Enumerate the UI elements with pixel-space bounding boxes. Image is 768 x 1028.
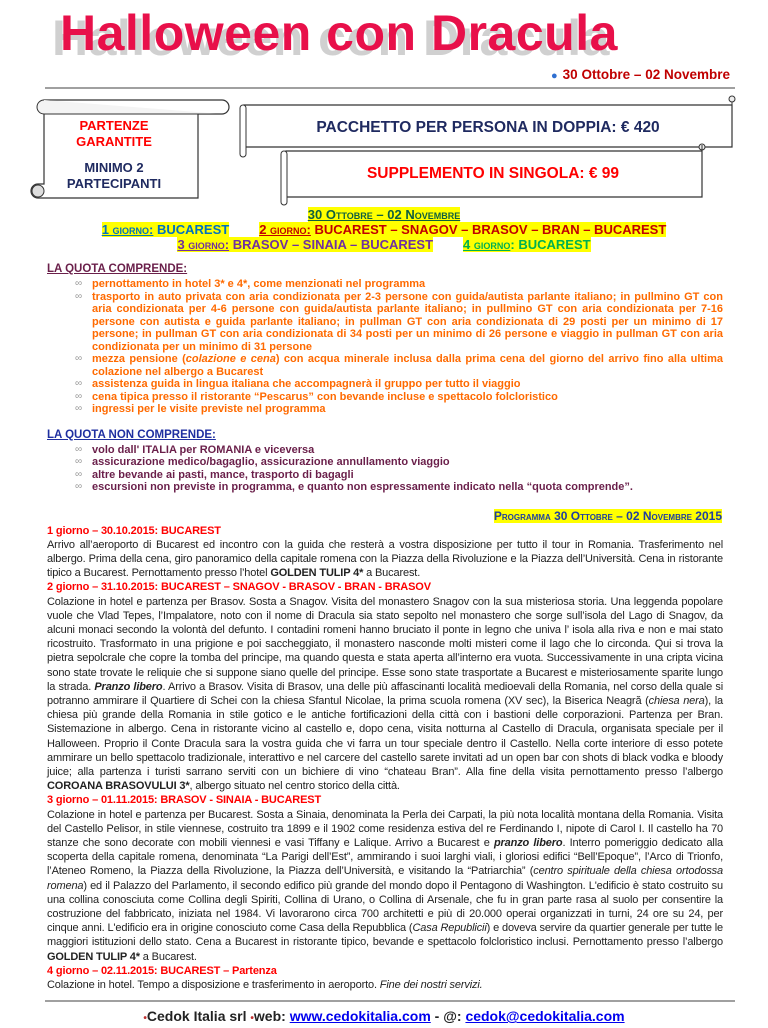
day2-places: BUCAREST – SNAGOV – BRASOV – BRAN – BUCAREST [310, 222, 667, 237]
supplement-scroll-box [278, 145, 708, 205]
list-item [75, 291, 723, 354]
program-title: Programma 30 Ottobre – 02 Novembre 2015 [493, 508, 722, 523]
list-item [75, 469, 723, 482]
guarantee-scroll-box [30, 98, 227, 204]
email-link[interactable]: cedok@cedokitalia.com [465, 1008, 625, 1025]
list-item [75, 403, 723, 416]
route-dates [0, 207, 768, 222]
day1-places: BUCAREST [153, 222, 230, 237]
text-segment: pranzo libero [493, 836, 563, 849]
infinity-bullet-icon: ∞ [75, 443, 83, 455]
date-text: 30 Ottobre – 02 Novembre [562, 67, 730, 82]
price-scroll-box [236, 95, 740, 151]
text-segment: assistenza guida in lingua italiana che accompagnerà il gruppo per tutto il viaggio [92, 378, 521, 390]
text-segment: Pranzo libero [94, 680, 163, 693]
list-item [75, 444, 723, 457]
route-line-1 [0, 222, 768, 237]
day-title: 3 giorno – 01.11.2015: BRASOV - SINAIA - BUCAREST [47, 794, 322, 807]
email-label: - @: [430, 1008, 466, 1025]
list-item [75, 481, 723, 494]
text-segment: . Arrivo a Brasov. Visita di Brasov, una delle più affascinanti località medioevali della Romania, nel corso della quale si potranno ammirare il Quartiere di Schei con la chiesa Sfantul Nicolae, la prima scuola romena (XV sec), la Biserica Neagră ( [47, 680, 723, 707]
text-segment: centro spirituale della chiesa ortodossa romena [47, 865, 723, 892]
text-segment: Colazione in hotel e partenza per Brasov. Sosta a Snagov. Visita del monastero Snagov con la sua misteriosa storia. Una leggenda popolare vuole che Vlad Tepes, l’Impalatore, noto con il nome di Dracula sia stato sepolto nel monastero che sorge sull’isola del Lago di Snagov, da alcuni monaci secondo la volontà del defunto. I contadini romeni hanno bruciato il ponte in legno che univa l’ isola alla riva e non e mai stato ricostruito. Trasformato in una prigione e poi saccheggiato, il monastero nasconde molti misteri come il lago che lo circonda. Qui si trova la pietra sepolcrale che copre la tomba del principe, ma quando questa e stata aperta all’interno era vuota. Successivamente in una cripta vicina sono state trovate le reliquie che si suppone siano quelle del principe. Esse sono state trasportate a Bucarest e misteriosamente sparite lungo la strada. [47, 595, 723, 693]
text-segment: pernottamento in hotel 3* e 4*, come menzionati nel programma [92, 278, 426, 290]
infinity-bullet-icon: ∞ [75, 403, 83, 414]
text-segment: ) con acqua minerale inclusa dalla prima cena del giorno del arrivo fino alla ultima colazione nel albergo a Bucarest [92, 353, 723, 378]
includes-list [75, 278, 723, 416]
website-link[interactable]: www.cedokitalia.com [289, 1008, 431, 1025]
text-segment: Colazione in hotel e partenza per Bucarest. Sosta a Sinaia, denominata la Perla dei Carpati, la più nota località montana della Romania. Visita del Castello Pelisor, in stile viennese, costruito tra 1899 e il 1902 come residenza estiva del re Ferdinando I, nipote di Carol I. Il castello ha 70 stanze che sono decorate con mobili viennesi e vasi Tiffany e Lalique. Arrivo a Bucarest e [47, 808, 723, 849]
program-days [47, 524, 723, 993]
infinity-bullet-icon: ∞ [75, 456, 83, 467]
day3-places: BRASOV – SINAIA – BUCAREST [229, 237, 434, 252]
document-title [60, 4, 740, 64]
text-segment: altre bevande ai pasti, mance, trasporto di bagagli [92, 468, 354, 481]
label-partecipanti: PARTECIPANTI [66, 176, 162, 191]
excludes-list [75, 444, 723, 494]
infinity-bullet-icon: ∞ [75, 390, 83, 402]
text-segment: colazione e cena [185, 353, 276, 365]
text-segment: ingressi per le visite previste nel programma [92, 403, 326, 415]
text-segment: . Interro pomeriggio dedicato alla scoperta della capitale romena, denominata “La Parigi dell’Est”, ammirando i suoi larghi viali, i gloriosi edifici “Bell’Epoque”, l’Arco di Trionfo, l’Ateneo Romeno, la Piazza della Rivoluzione, la Piazza dell’Università, e visitando la “Patriarchia” ( [47, 836, 723, 878]
day-title: 1 giorno – 30.10.2015: BUCAREST [47, 524, 221, 537]
bullet-icon: ● [551, 70, 558, 82]
day3-label: 3 giorno: [177, 237, 230, 252]
text-segment: a Bucarest. [363, 567, 421, 580]
label-partenze: PARTENZE [79, 118, 149, 133]
text-segment: COROANA BRASOVULUI 3* [47, 780, 190, 793]
day4-label: 4 giorno [463, 237, 511, 252]
text-segment: cena tipica presso il ristorante “Pescarus” con bevande incluse e spettacolo folcloristico [92, 390, 558, 403]
list-item [75, 353, 723, 378]
excludes-title: LA QUOTA NON COMPRENDE: [47, 428, 216, 441]
footer-divider [45, 1000, 735, 1002]
program-title-row [0, 508, 722, 524]
text-segment: GOLDEN TULIP 4* [47, 950, 140, 963]
infinity-bullet-icon: ∞ [75, 481, 83, 492]
infinity-bullet-icon: ∞ [75, 378, 83, 389]
content-flow [0, 207, 768, 1028]
infinity-bullet-icon: ∞ [75, 290, 83, 302]
list-item [75, 278, 723, 291]
text-segment: chiesa nera [648, 694, 705, 707]
day-description [47, 595, 723, 794]
text-segment: Casa Republicii [412, 922, 487, 935]
text-segment: assicurazione medico/bagaglio, assicurazione annullamento viaggio [92, 456, 450, 468]
day2-label: 2 giorno: [259, 222, 311, 237]
label-garantite: GARANTITE [76, 134, 152, 149]
text-segment: trasporto in auto privata con aria condizionata per 2-3 persone con guida/autista parlante italiano; in pullmino GT con aria condizionata per 4-6 persone con guida/autista parlante italiano; in pullmino GT con aria condizionata per 7-16 persone con autista e guida parlante italiano; in pullman GT con aria condizionata di 29 posti per un minimo di 17 persone; in pullman GT con aria condizionata di 34 posti per un minimo di 26 persone e viaggio in pullman GT con aria condizionata per un minimo di 31 persone [92, 290, 723, 353]
text-segment: a Bucarest. [139, 950, 197, 963]
web-label: web: [253, 1008, 290, 1025]
day4-places: : BUCAREST [510, 237, 591, 252]
day-title: 2 giorno – 31.10.2015: BUCAREST – SNAGOV - BRASOV - BRAN - BRASOV [47, 581, 431, 594]
list-item [75, 456, 723, 469]
text-segment: Fine dei nostri servizi. [379, 979, 483, 991]
text-segment: GOLDEN TULIP 4* [270, 567, 364, 580]
infinity-bullet-icon: ∞ [75, 278, 83, 289]
header-divider [45, 87, 735, 89]
text-segment: Colazione in hotel. Tempo a disposizione e trasferimento in aeroporto. [47, 979, 380, 991]
price-text: PACCHETTO PER PERSONA IN DOPPIA: € 420 [316, 119, 660, 136]
supplement-text: SUPPLEMENTO IN SINGOLA: € 99 [366, 165, 620, 182]
route-dates-text: 30 Ottobre – 02 Novembre [307, 207, 461, 222]
text-segment: mezza pensione ( [92, 353, 186, 365]
list-item [75, 378, 723, 391]
text-segment: Arrivo all’aeroporto di Bucarest ed incontro con la guida che resterà a vostra disposizione per tutto il tour in Romania. Trasferimento nel albergo. Prima della cena, giro panoramico della capitale romena con la Piazza della Rivoluzione e la Piazza dell’Università. Cena in ristorante tipico a Bucarest. Pernottamento presso l’hotel [47, 538, 723, 580]
day-description [47, 978, 723, 992]
day1-label: 1 giorno: [101, 222, 154, 237]
day-description [47, 808, 723, 964]
day-description [47, 538, 723, 581]
bullet-icon: • [143, 1013, 147, 1025]
footer [0, 1007, 768, 1028]
text-segment: volo dall' ITALIA per ROMANIA e viceversa [92, 443, 315, 456]
infinity-bullet-icon: ∞ [75, 353, 83, 364]
day-title: 4 giorno – 02.11.2015: BUCAREST – Partenza [47, 964, 277, 977]
company-name: Cedok Italia srl [146, 1008, 251, 1025]
includes-title: LA QUOTA COMPRENDE: [47, 263, 188, 275]
route-line-2 [0, 237, 768, 252]
infinity-bullet-icon: ∞ [75, 468, 83, 480]
text-segment: ) e doveva servire da quartier generale per tutte le maggiori istituzioni dello stato. Cena a Bucarest in ristorante tipico, bevande e spettacolo folcloristico inclusi. Pernottamento presso l’albergo [47, 922, 724, 949]
text-segment: , albergo situato nel centro storico della città. [189, 780, 400, 793]
text-segment: escursioni non previste in programma, e quanto non espressamente indicato nella “quota comprende”. [92, 481, 633, 493]
title-text: Halloween con Dracula [60, 5, 618, 61]
bullet-icon: • [250, 1013, 254, 1025]
date-line [551, 67, 730, 84]
label-minimo: MINIMO 2 [84, 160, 144, 175]
list-item [75, 391, 723, 404]
text-segment: ), la chiesa più grande della Romania in stile gotico e le antiche fortificazioni della città con i bastioni delle corporazioni. Partenza per Bran. Sistemazione in albergo. Cena in ristorante vicino al castello e, dopo cena, visita notturna al Castello di Dracula, organisata speciale per il Halloween. Proprio il Conte Dracula sara la vostra guida che vi farra un tour speciale dentro il Castello. Nella corte interiore di esso potete ammirare un bello spettacolo tradizionale, interattivo e nel carcere del castello sarete invitati ad un open bar con shots di black vodka e bloody juice; alla partenza i turisti sarrano serviti con un bichiere di vino “chateau Bran”. Alla fine della visita pernottamento presso l’albergo [47, 694, 723, 778]
text-segment: ) ed il Palazzo del Parlamento, il secondo edifico più grande del mondo dopo il Pentagono di Washington. L'edificio è stato costruito su una collina conosciuta come Collina degli Spiriti, Collina di Urano, o Collina di Arsenale, che fu in gran parte rasa al suolo per consentire la costruzione del fabbricato, iniziata nel 1984. Vi lavorarono circa 700 architetti e più di 20.000 operai organizzati in turni, 24 ore su 24, per cinque anni. L'edificio era in origine conosciuto come Casa della Repubblica ( [47, 879, 723, 935]
